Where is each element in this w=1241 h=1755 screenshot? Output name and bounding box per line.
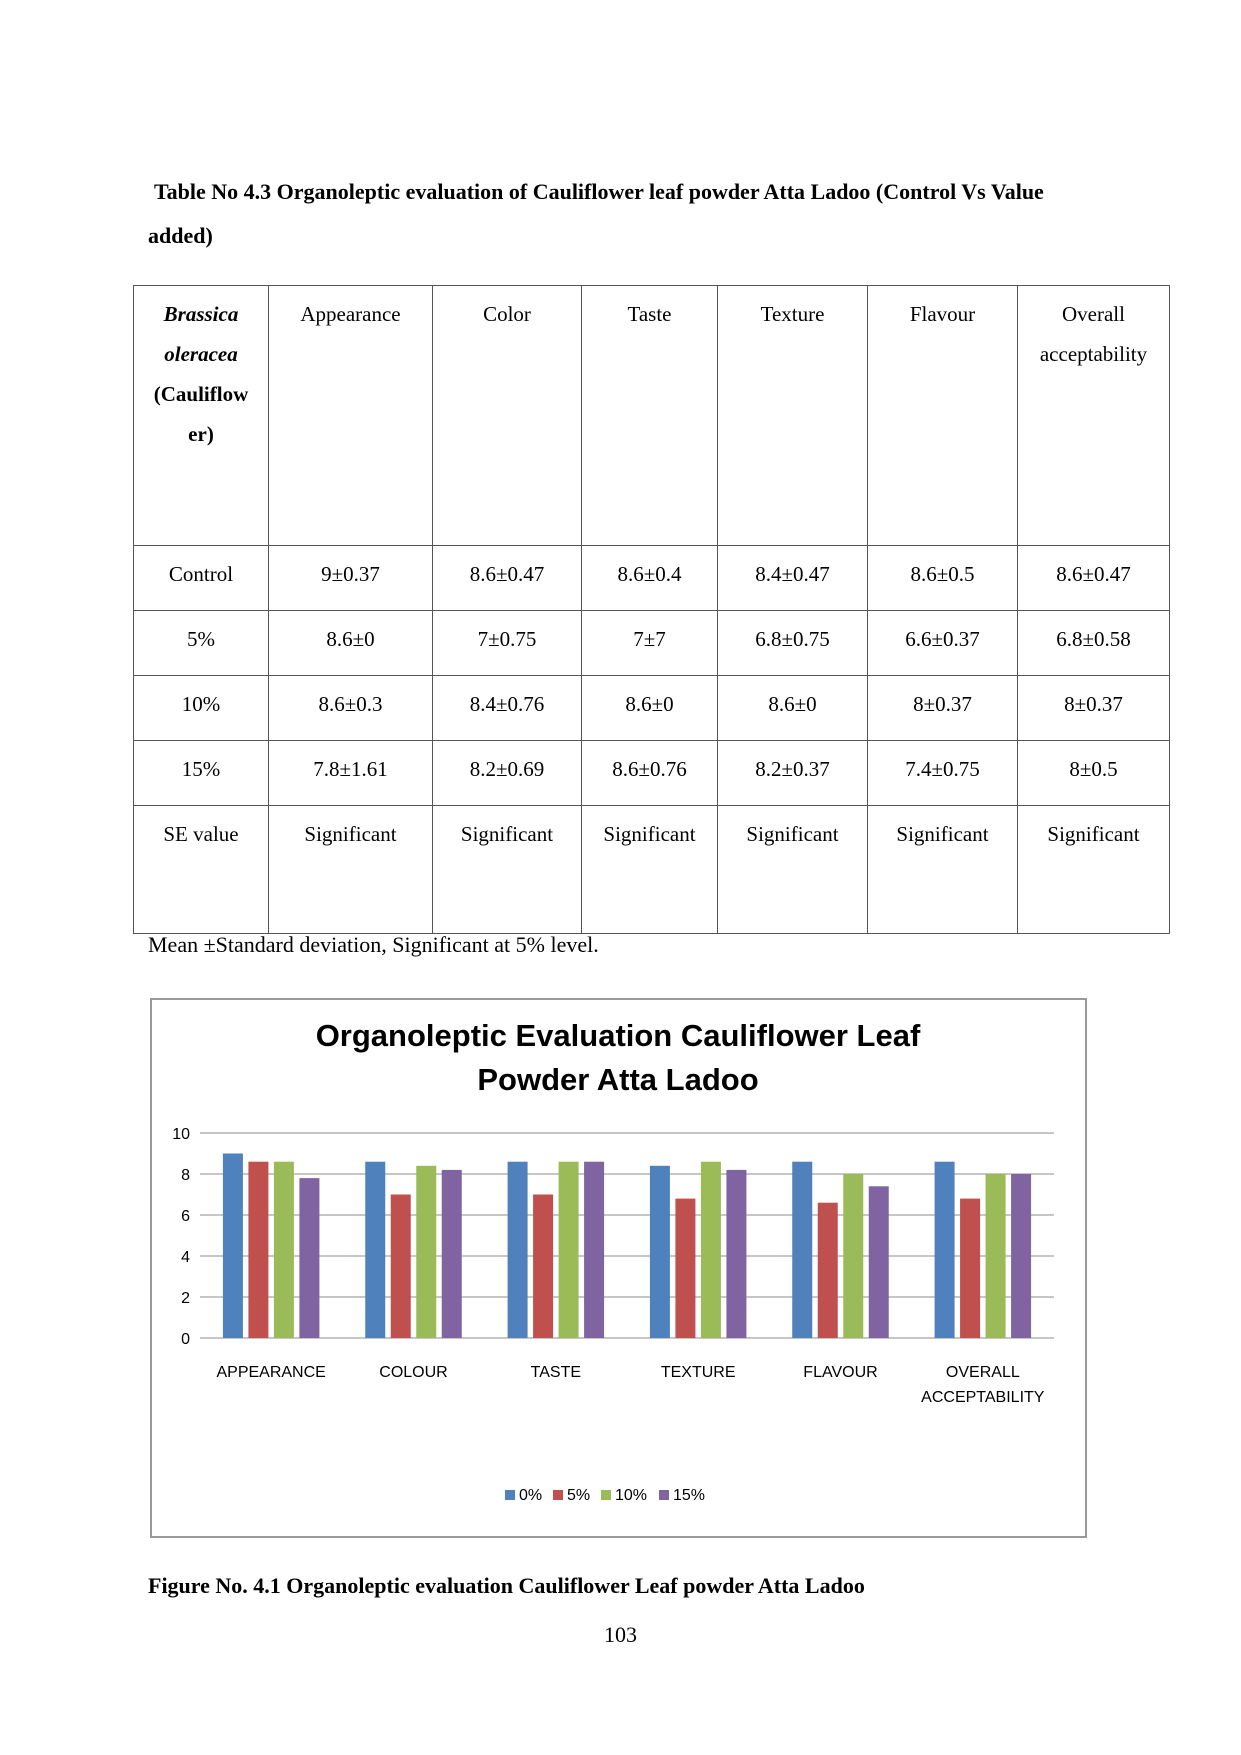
bar [843,1174,863,1338]
table-caption: Table No 4.3 Organoleptic evaluation of Cauliflower leaf powder Atta Ladoo (Control Vs Value added) [148,179,1044,248]
table-cell: 8±0.5 [1018,741,1170,806]
bar [508,1162,528,1338]
bar [986,1174,1006,1338]
row-label: Control [134,546,269,611]
table-row [134,546,1170,611]
y-tick-label: 10 [172,1126,190,1143]
bar [726,1170,746,1338]
first-column-header: Brassica oleracea (Cauliflow er) [134,286,269,546]
table-cell: 8.6±0.4 [582,546,718,611]
bar [792,1162,812,1338]
chart-frame [150,998,1087,1538]
x-tick-label: TEXTURE [660,1364,736,1381]
x-tick-label: APPEARANCE [216,1364,326,1381]
table-cell: 8.2±0.37 [718,741,868,806]
row-label: SE value [134,806,269,934]
table-row [134,741,1170,806]
chart-title-line: Organoleptic Evaluation Cauliflower Leaf [315,1018,921,1053]
chart-title-line: Powder Atta Ladoo [477,1062,759,1097]
legend-swatch [601,1490,611,1500]
bar [650,1166,670,1338]
bar-chart [152,1000,1085,1536]
table-cell: 7±7 [582,611,718,676]
bar [416,1166,436,1338]
y-tick-label: 8 [181,1167,190,1184]
bar [675,1199,695,1338]
table-row [134,676,1170,741]
column-header: Color [433,286,582,546]
table-cell: 7.8±1.61 [269,741,433,806]
table-cell: 8.6±0 [582,676,718,741]
table-cell: Significant [433,806,582,934]
bar [584,1162,604,1338]
table-cell: 8.6±0.5 [868,546,1018,611]
table-cell: 8±0.37 [1018,676,1170,741]
table-cell: 8.2±0.69 [433,741,582,806]
bar [935,1162,955,1338]
x-tick-label: OVERALL [945,1364,1020,1381]
page-number: 103 [604,1622,637,1647]
row-label: 15% [134,741,269,806]
table-cell: 9±0.37 [269,546,433,611]
table-cell: 8.6±0 [269,611,433,676]
table-cell: 8.4±0.76 [433,676,582,741]
bar [391,1195,411,1339]
legend-label: 5% [567,1487,591,1504]
bar [248,1162,268,1338]
x-tick-label: FLAVOUR [803,1364,878,1381]
table-cell: 6.6±0.37 [868,611,1018,676]
column-header: Overall acceptability [1018,286,1170,546]
x-tick-label: COLOUR [379,1364,448,1381]
bar [223,1154,243,1339]
y-tick-label: 2 [181,1290,190,1307]
legend-swatch [505,1490,515,1500]
bar [818,1203,838,1338]
table-cell: Significant [269,806,433,934]
legend-label: 0% [519,1487,543,1504]
table-cell: Significant [868,806,1018,934]
table-cell: 8.6±0.76 [582,741,718,806]
column-header: Flavour [868,286,1018,546]
table-cell: 8.6±0 [718,676,868,741]
table-cell: 6.8±0.75 [718,611,868,676]
y-tick-label: 0 [181,1331,190,1348]
bar [869,1186,889,1338]
table-cell: 6.8±0.58 [1018,611,1170,676]
bar [299,1178,319,1338]
table-header-row [134,286,1170,546]
table-cell: Significant [582,806,718,934]
table-cell: 8.6±0.47 [433,546,582,611]
table-cell: Significant [1018,806,1170,934]
table-cell: 8.6±0.3 [269,676,433,741]
column-header: Appearance [269,286,433,546]
y-tick-label: 4 [181,1249,190,1266]
column-header: Taste [582,286,718,546]
legend-swatch [553,1490,563,1500]
table-row [134,611,1170,676]
bar [960,1199,980,1338]
legend-swatch [659,1490,669,1500]
table-note: Mean ±Standard deviation, Significant at 5% level. [148,932,599,957]
table-cell: 8.6±0.47 [1018,546,1170,611]
table-cell: 8.4±0.47 [718,546,868,611]
x-tick-label: ACCEPTABILITY [921,1389,1045,1406]
table-cell: 7.4±0.75 [868,741,1018,806]
table-cell: Significant [718,806,868,934]
legend-label: 15% [673,1487,706,1504]
row-label: 5% [134,611,269,676]
bar [701,1162,721,1338]
column-header: Texture [718,286,868,546]
bar [274,1162,294,1338]
table-cell: 8±0.37 [868,676,1018,741]
bar [559,1162,579,1338]
table-cell: 7±0.75 [433,611,582,676]
table-row [134,806,1170,934]
x-tick-label: TASTE [530,1364,582,1381]
bar [1011,1174,1031,1338]
figure-caption: Figure No. 4.1 Organoleptic evaluation Cauliflower Leaf powder Atta Ladoo [148,1573,865,1598]
y-tick-label: 6 [181,1208,190,1225]
bar [365,1162,385,1338]
bar [533,1195,553,1339]
row-label: 10% [134,676,269,741]
legend-label: 10% [615,1487,648,1504]
bar [442,1170,462,1338]
data-table [133,285,1170,934]
